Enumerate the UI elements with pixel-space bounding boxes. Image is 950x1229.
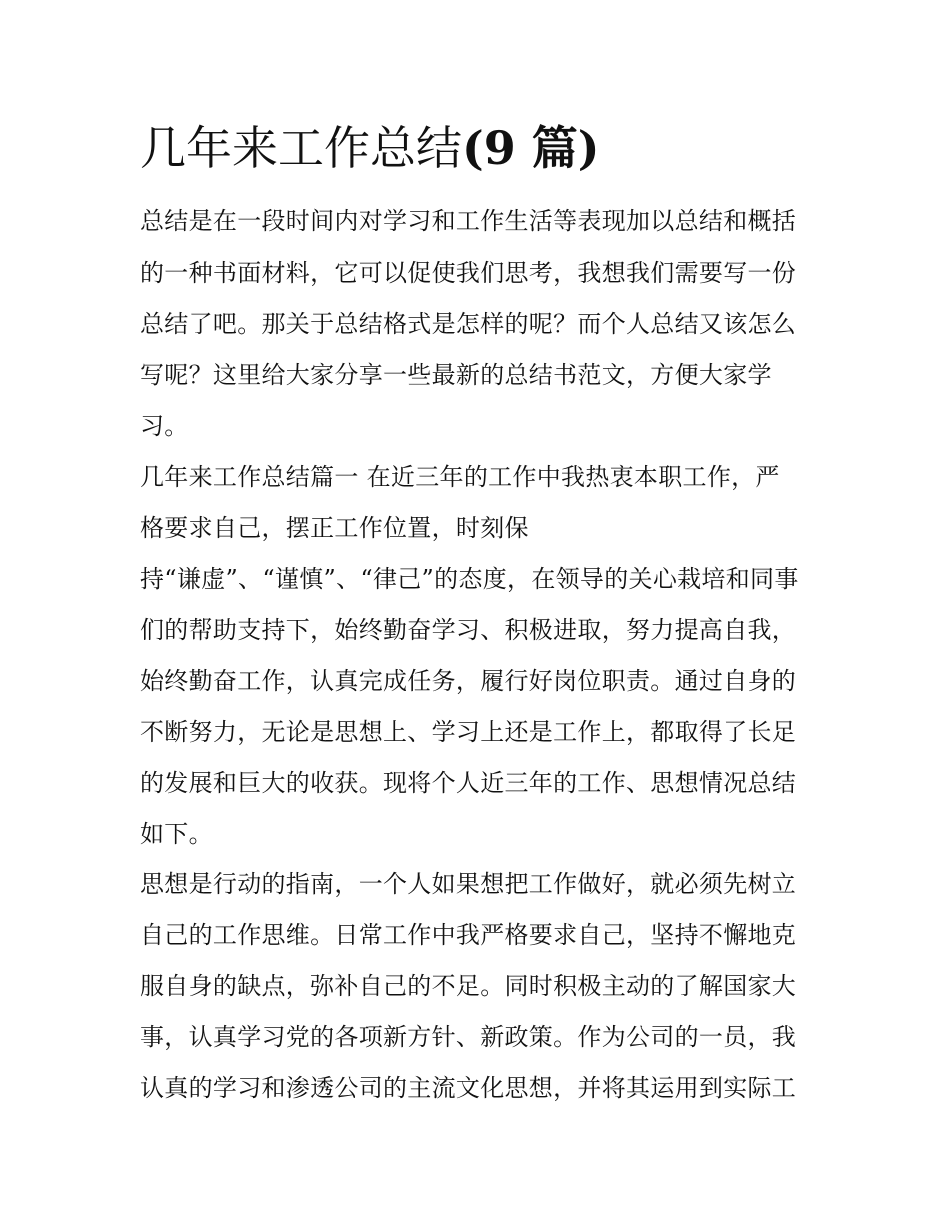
body-line-3: 总结了吧。那关于总结格式是怎样的呢？而个人总结又该怎么 bbox=[140, 310, 797, 338]
body-line-18: 认真的学习和渗透公司的主流文化思想，并将其运用到实际工 bbox=[140, 1074, 797, 1102]
body-line-16: 服自身的缺点，弥补自己的不足。同时积极主动的了解国家大 bbox=[140, 972, 797, 1000]
body-line-7: 格要求自己，摆正工作位置，时刻保 bbox=[140, 514, 529, 542]
body-line-14: 思想是行动的指南，一个人如果想把工作做好，就必须先树立 bbox=[140, 870, 797, 898]
body-line-13: 如下。 bbox=[140, 820, 213, 848]
body-line-2: 的一种书面材料，它可以促使我们思考，我想我们需要写一份 bbox=[140, 259, 797, 287]
body-line-12: 的发展和巨大的收获。现将个人近三年的工作、思想情况总结 bbox=[140, 769, 797, 797]
body-line-8: 持“谦虚”、“谨慎”、“律己”的态度，在领导的关心栽培和同事 bbox=[140, 565, 799, 593]
body-line-17: 事，认真学习党的各项新方针、新政策。作为公司的一员，我 bbox=[140, 1023, 797, 1051]
body-line-11: 不断努力，无论是思想上、学习上还是工作上，都取得了长足 bbox=[140, 718, 797, 746]
title-text: 几年来工作总结 bbox=[140, 121, 462, 175]
body-line-10: 始终勤奋工作，认真完成任务，履行好岗位职责。通过自身的 bbox=[140, 667, 797, 695]
body-line-15: 自己的工作思维。日常工作中我严格要求自己，坚持不懈地克 bbox=[140, 921, 797, 949]
body-line-4: 写呢？这里给大家分享一些最新的总结书范文，方便大家学 bbox=[140, 361, 772, 389]
document-title bbox=[140, 118, 840, 178]
body-line-5: 习。 bbox=[140, 412, 189, 440]
body-line-6: 几年来工作总结篇一 在近三年的工作中我热衷本职工作，严 bbox=[140, 463, 780, 491]
body-line-9: 们的帮助支持下，始终勤奋学习、积极进取，努力提高自我， bbox=[140, 616, 797, 644]
body-line-1: 总结是在一段时间内对学习和工作生活等表现加以总结和概括 bbox=[140, 207, 797, 235]
title-count: (9 篇) bbox=[462, 121, 600, 175]
